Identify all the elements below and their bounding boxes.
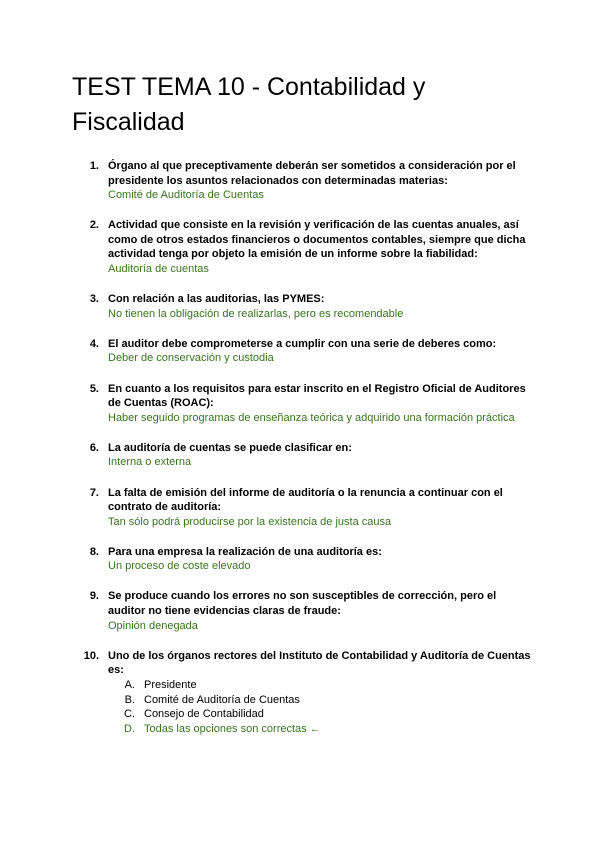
answer-text: Auditoría de cuentas <box>108 263 209 276</box>
answer-text: Opinión denegada <box>108 619 198 632</box>
page-title: TEST TEMA 10 - Contabilidad y Fiscalidad <box>72 73 426 136</box>
question-number: 5. <box>89 382 99 395</box>
question-text: La falta de emisión del informe de auditoría o la renuncia a continuar con el contrato de auditoría: <box>108 486 503 514</box>
question-3 <box>72 292 532 321</box>
question-number: 9. <box>89 590 99 603</box>
question-1 <box>72 159 532 203</box>
question-text: La auditoría de cuentas se puede clasificar en: <box>108 441 352 454</box>
question-text: Con relación a las auditorias, las PYMES: <box>108 293 325 306</box>
question-text: Se produce cuando los errores no son susceptibles de corrección, pero el auditor no tiene evidencias claras de fraude: <box>108 590 497 618</box>
answer-text: Interna o externa <box>108 456 192 469</box>
answer-text: Comité de Auditoría de Cuentas <box>108 189 264 202</box>
option-b <box>108 693 532 708</box>
option-text: Presidente <box>144 678 197 691</box>
option-a <box>108 678 532 693</box>
question-number: 1. <box>89 160 99 172</box>
question-number: 2. <box>89 219 99 232</box>
question-list <box>72 159 532 752</box>
question-2 <box>72 218 532 276</box>
option-text: Comité de Auditoría de Cuentas <box>144 693 300 706</box>
question-text: Para una empresa la realización de una auditoría es: <box>108 545 382 558</box>
option-letter: A. <box>124 678 135 691</box>
question-4 <box>72 337 532 366</box>
answer-text: Un proceso de coste elevado <box>108 560 251 573</box>
question-text: Órgano al que preceptivamente deberán ser sometidos a consideración por el presidente los asuntos relacionados con determinadas materias: <box>108 160 516 187</box>
option-d-correct <box>108 722 532 737</box>
question-text: Uno de los órganos rectores del Instituto de Contabilidad y Auditoría de Cuentas es: <box>108 649 531 677</box>
option-text: Todas las opciones son correctas ← <box>144 722 321 735</box>
question-number: 3. <box>89 293 99 306</box>
question-5 <box>72 382 532 426</box>
option-text: Consejo de Contabilidad <box>144 708 264 721</box>
question-text: Actividad que consiste en la revisión y verificación de las cuentas anuales, así como de otros estados financieros o documentos contables, siempre que dicha actividad tenga por objeto la emisión de un informe sobre la fiabilidad: <box>108 219 526 261</box>
option-letter: D. <box>124 722 135 735</box>
answer-text: Deber de conservación y custodia <box>108 352 274 365</box>
option-list <box>108 678 532 736</box>
question-8 <box>72 545 532 574</box>
answer-text: No tienen la obligación de realizarlas, pero es recomendable <box>108 307 404 320</box>
question-text: En cuanto a los requisitos para estar inscrito en el Registro Oficial de Auditores de Cuentas (ROAC): <box>108 382 526 410</box>
answer-text: Haber seguido programas de enseñanza teórica y adquirido una formación práctica <box>108 411 515 424</box>
option-letter: B. <box>124 693 135 706</box>
question-number: 10. <box>83 649 99 662</box>
option-letter: C. <box>124 708 135 721</box>
option-c <box>108 707 532 722</box>
answer-text: Tan sólo podrá producirse por la existencia de justa causa <box>108 515 392 528</box>
question-number: 6. <box>89 441 99 454</box>
question-9 <box>72 589 532 633</box>
question-6 <box>72 441 532 470</box>
question-number: 8. <box>89 545 99 558</box>
question-10 <box>72 649 532 737</box>
question-7 <box>72 486 532 530</box>
question-number: 7. <box>89 486 99 499</box>
question-text: El auditor debe comprometerse a cumplir con una serie de deberes como: <box>108 337 497 350</box>
question-number: 4. <box>89 337 99 350</box>
